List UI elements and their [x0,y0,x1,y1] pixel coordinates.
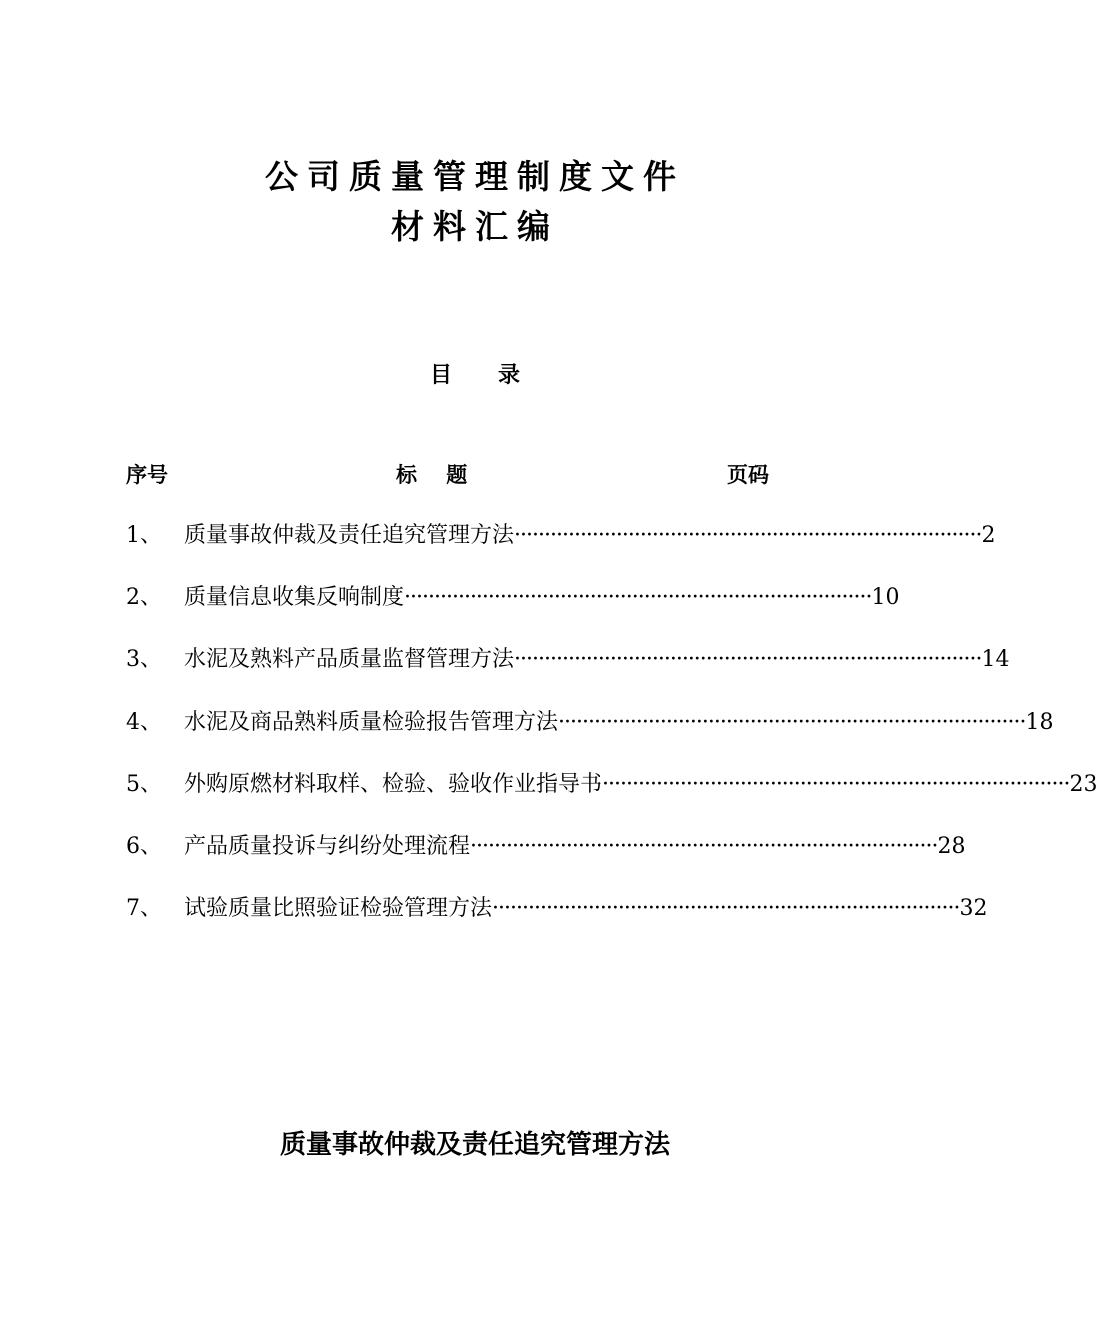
toc-entry-title: 质量信息收集反响制度 [184,585,405,611]
toc-entry-3[interactable] [126,644,1010,706]
toc-entry-title: 水泥及熟料产品质量监督管理方法 [184,647,515,673]
toc-heading: 目 录 [430,363,520,388]
toc-entry-number: 2、 [126,585,162,611]
toc-entry-title: 水泥及商品熟料质量检验报告管理方法 [184,709,559,735]
toc-entry-number: 5、 [126,771,162,797]
toc-entry-leader: ·············································································· [492,896,960,922]
toc-entry-7[interactable] [126,893,988,955]
toc-entry-number: 6、 [126,833,162,859]
toc-entry-page: 28 [937,833,966,859]
toc-entry-title: 质量事故仲裁及责任追究管理方法 [184,523,515,548]
toc-entry-leader: ·············································································· [602,771,1070,797]
toc-entry-number: 4、 [126,709,162,735]
toc-column-page: 页码 [727,463,769,487]
toc-entry-1[interactable] [126,520,996,582]
toc-entry-4[interactable] [126,707,1054,769]
toc-entry-title: 产品质量投诉与纠纷处理流程 [184,833,471,859]
toc-entry-page: 18 [1025,709,1054,735]
document-title-line2: 材料汇编 [391,207,559,246]
toc-entry-title: 试验质量比照验证检验管理方法 [184,896,493,922]
toc-entry-6[interactable] [126,831,966,893]
toc-entry-leader: ·············································································· [558,709,1026,735]
toc-entry-leader: ·············································································· [514,523,982,548]
toc-list [126,520,1097,955]
toc-entry-page: 2 [981,523,996,548]
section-title: 质量事故仲裁及责任追究管理方法 [279,1130,670,1160]
toc-entry-number: 1、 [126,523,162,548]
toc-entry-leader: ·············································································· [404,585,872,611]
toc-column-title: 标 题 [396,463,468,487]
toc-entry-title: 外购原燃材料取样、检验、验收作业指导书 [184,771,603,797]
toc-entry-leader: ·············································································· [514,647,982,673]
toc-entry-page: 14 [981,647,1010,673]
toc-entry-page: 32 [959,896,988,922]
toc-entry-page: 23 [1069,771,1097,797]
toc-entry-number: 7、 [126,896,162,922]
toc-entry-number: 3、 [126,647,162,673]
toc-entry-page: 10 [871,585,900,611]
toc-entry-5[interactable] [126,769,1097,831]
toc-entry-2[interactable] [126,582,900,644]
document-title-line1: 公司质量管理制度文件 [265,157,685,196]
toc-entry-leader: ·············································································· [470,833,938,859]
toc-column-seq: 序号 [126,463,168,487]
